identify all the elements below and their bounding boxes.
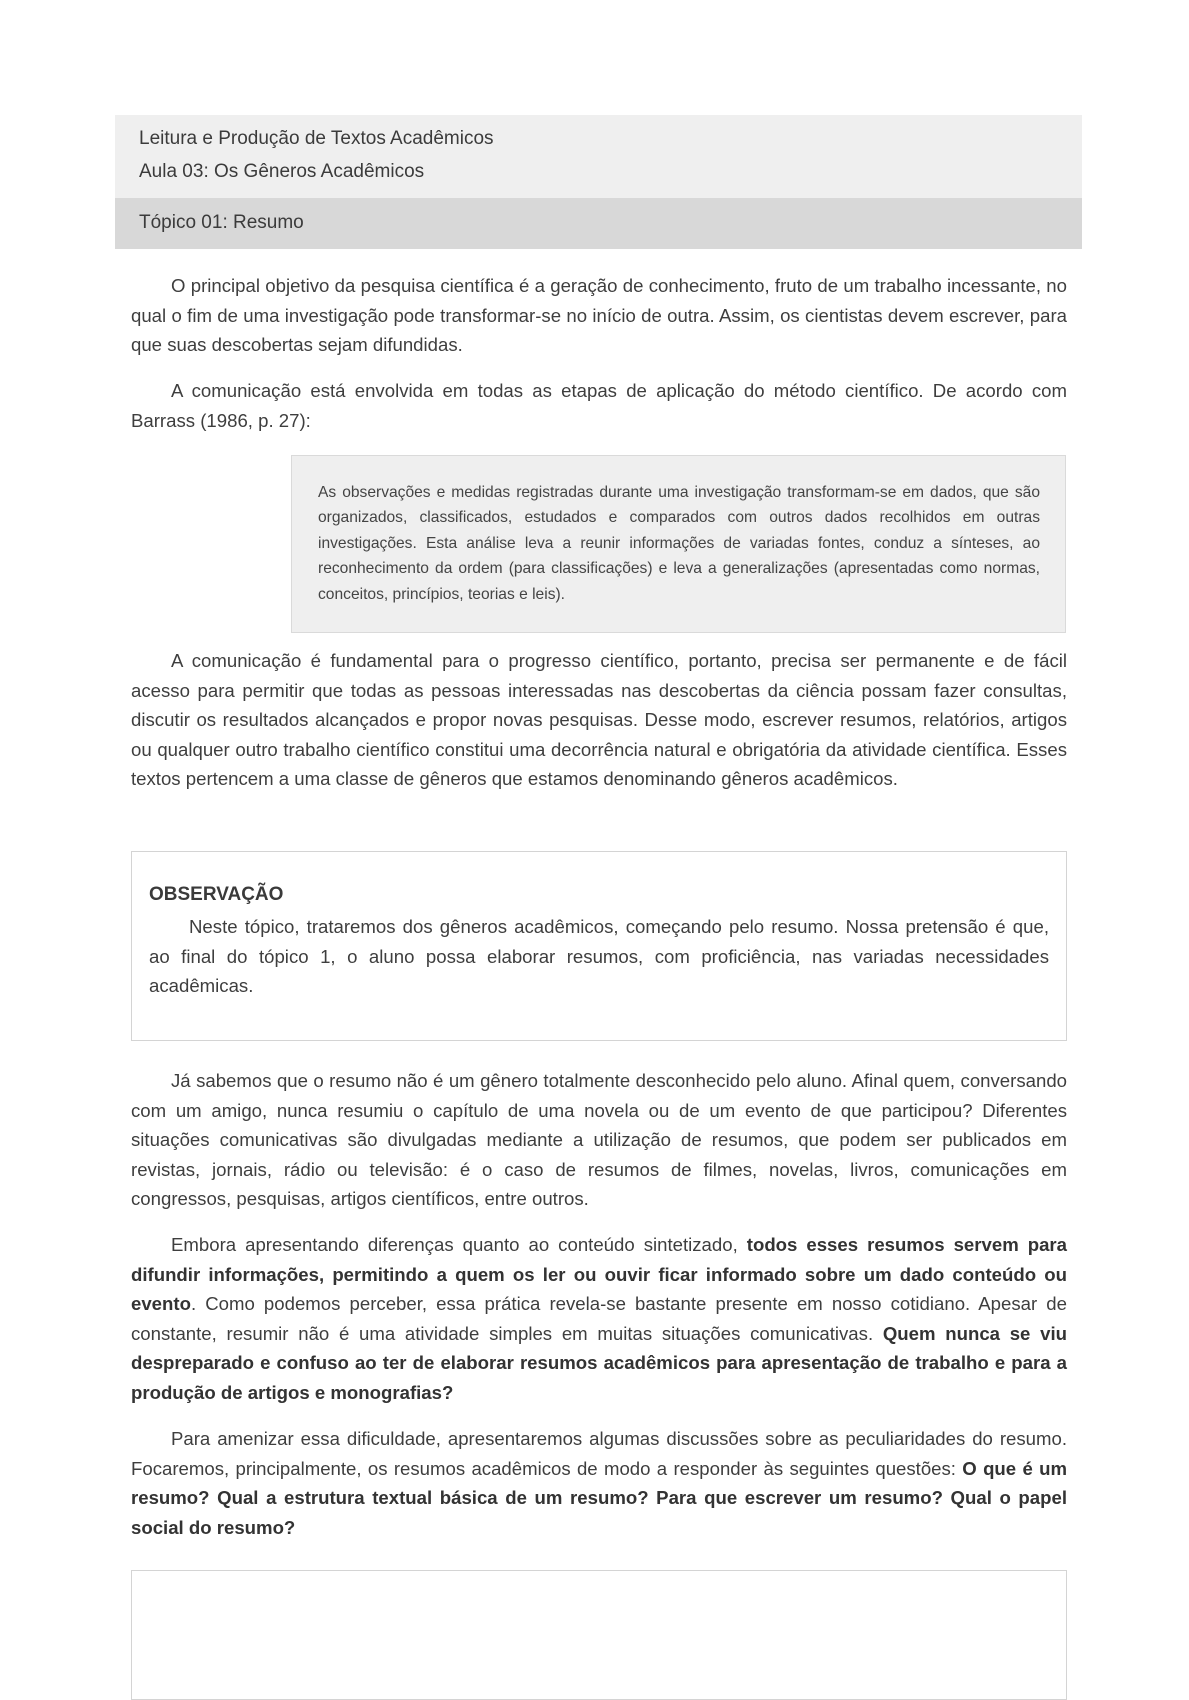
paragraph-5 (131, 1230, 1067, 1408)
course-title: Leitura e Produção de Textos Acadêmicos (139, 128, 494, 149)
block-quote-text: As observações e medidas registradas durante uma investigação transformam-se em dados, que são organizados, classificados, estudados e comparados com outros dados recolhidos em outras investigações. Esta análise leva a reunir informações de variadas fontes, conduz a sínteses, ao reconhecimento da ordem (para classificações) e leva a generalizações (apresentadas como normas, conceitos, princípios, teorias e leis). (318, 484, 1040, 603)
topic-bar (115, 198, 1082, 249)
paragraph-5-highlight-a: todos esses resumos servem para difundir informações, permitindo a quem os ler ou ouvir ficar informado sobre um dado conteúdo ou evento (131, 1234, 1068, 1315)
paragraph-5-part-a: Embora apresentando diferenças quanto ao conteúdo sintetizado, (171, 1234, 747, 1255)
block-quote (291, 455, 1066, 633)
observation-text: Neste tópico, trataremos dos gêneros acadêmicos, começando pelo resumo. Nossa pretensão é que, ao final do tópico 1, o aluno possa elaborar resumos, com proficiência, nas variadas necessidades acadêmicas. (149, 916, 1049, 997)
paragraph-1: O principal objetivo da pesquisa científica é a geração de conhecimento, fruto de um trabalho incessante, no qual o fim de uma investigação pode transformar-se no início de outra. Assim, os cientistas devem escrever, para que suas descobertas sejam difundidas. (131, 275, 1067, 356)
paragraph-5-highlight-b: Quem nunca se viu despreparado e confuso ao ter de elaborar resumos acadêmicos para apresentação de trabalho e para a produção de artigos e monografias? (131, 1322, 1067, 1403)
paragraph-5-part-c: . Como podemos perceber, essa prática revela-se bastante presente em nosso cotidiano. Apesar de constante, resumir não é uma atividade simples em muitas situações comunicativas. (131, 1293, 1067, 1344)
paragraph-4: Já sabemos que o resumo não é um gênero totalmente desconhecido pelo aluno. Afinal quem, conversando com um amigo, nunca resumiu o capítulo de uma novela ou de um evento de que participou? Diferentes situações comunicativas são divulgadas mediante a utilização de resumos, que podem ser publicados em revistas, jornais, rádio ou televisão: é o caso de resumos de filmes, novelas, livros, comunicações em congressos, pesquisas, artigos científicos, entre outros. (131, 1070, 1067, 1210)
course-header (115, 115, 1082, 198)
paragraph-3: A comunicação é fundamental para o progresso científico, portanto, precisa ser permanente e de fácil acesso para permitir que todas as pessoas interessadas nas descobertas da ciência possam fazer consultas, discutir os resultados alcançados e propor novas pesquisas. Desse modo, escrever resumos, relatórios, artigos ou qualquer outro trabalho científico constitui uma decorrência natural e obrigatória da atividade científica. Esses textos pertencem a uma classe de gêneros que estamos denominando gêneros acadêmicos. (131, 650, 1067, 790)
topic-title: Tópico 01: Resumo (139, 212, 304, 233)
paragraph-6-part-a: Para amenizar essa dificuldade, apresentaremos algumas discussões sobre as peculiaridades do resumo. Focaremos, principalmente, os resumos acadêmicos de modo a responder às seguintes questões: (131, 1428, 1067, 1479)
lesson-title: Aula 03: Os Gêneros Acadêmicos (139, 161, 425, 182)
paragraph-6-questions: O que é um resumo? Qual a estrutura textual básica de um resumo? Para que escrever um resumo? Qual o papel social do resumo? (131, 1457, 1067, 1538)
next-box (131, 1570, 1067, 1700)
paragraph-6 (131, 1424, 1067, 1542)
observation-title: OBSERVAÇÃO (149, 884, 284, 905)
observation-box (131, 851, 1067, 1041)
paragraph-2: A comunicação está envolvida em todas as etapas de aplicação do método científico. De acordo com Barrass (1986, p. 27): (131, 380, 1067, 431)
